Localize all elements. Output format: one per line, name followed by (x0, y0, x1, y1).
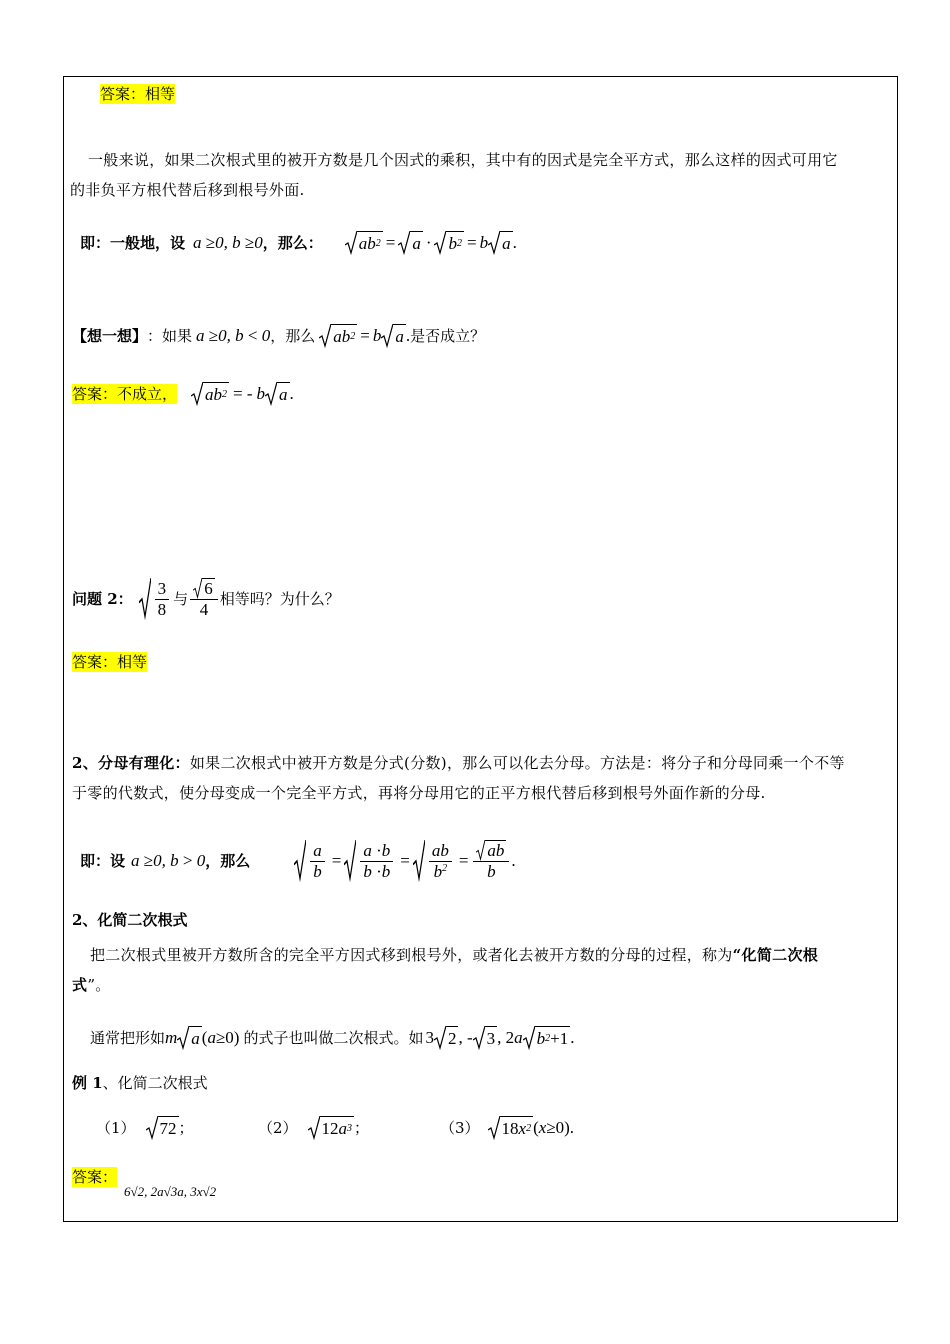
simplify-term-1: “化简二次根 (732, 946, 819, 964)
rule-2-condition: a ≥0, b > 0 (131, 851, 206, 870)
section-2-line-1: 如果二次根式中被开方数是分式(分数)，那么可以化去分母。方法是：将分子和分母同乘一个不等 (189, 754, 845, 772)
simplify-line-2b: ”。 (87, 976, 111, 994)
question-2-expr-2: $\frac{6}{4}$ (188, 578, 220, 621)
rule-1-condition: a ≥0, b ≥0 (193, 233, 263, 252)
problem-1-expr: 72 (146, 1116, 179, 1140)
heading-simplify: 2、化简二次根式 (72, 911, 188, 929)
think-question (72, 318, 485, 354)
think-text-1: ：如果 (147, 327, 193, 345)
think-text-3: 是否成立？ (410, 327, 486, 345)
rule-1-lead: 即：一般地，设 (80, 234, 186, 252)
question-2 (72, 572, 340, 626)
answer-4-value: 6√2, 2a√3a, 3x√2 (124, 1184, 217, 1199)
answer-3: 答案：相等 (72, 653, 148, 671)
usual-form-examples: 3 2 , - 3 , 2 a b 2 +1 . (425, 1028, 575, 1048)
answer-1: 答案：相等 (100, 85, 176, 103)
rule-2-then: ，那么 (205, 852, 251, 870)
simplify-line-1a: 把二次根式里被开方数所含的完全平方因式移到根号外，或者化去被开方数的分母的过程，称为 (90, 946, 733, 964)
question-2-end: 相等吗？为什么？ (219, 590, 340, 608)
section-2-label: 2、分母有理化： (72, 754, 190, 772)
problem-3-number: （3） (440, 1119, 480, 1137)
rule-2-formula: $\frac{a}{b}$ = $\frac{a \cdot b}{b \cdot b}$ = $\frac{ab}{b^2}$ = $\frac{ab}{b}$ . (294, 840, 515, 883)
think-formula: ab 2 = b a . (319, 324, 410, 348)
example-problem-2 (258, 1110, 369, 1146)
rule-1 (80, 226, 517, 260)
think-label: 【想一想】 (72, 327, 148, 345)
question-2-label: 问题 2： (72, 590, 133, 608)
problem-2-expr: 12 a 3 (308, 1116, 355, 1140)
paragraph-general-rule (70, 145, 892, 205)
answer-4-label: 答案： (72, 1168, 118, 1186)
usual-form-text-1: 通常把形如 (90, 1029, 166, 1047)
section-2-line-2: 于零的代数式，使分母变成一个完全平方式，再将分母用它的正平方根代替后移到根号外面作新的分母. (72, 784, 766, 802)
problem-1-sep: ； (178, 1119, 194, 1137)
problem-1-number: （1） (96, 1119, 136, 1137)
rule-2 (80, 834, 516, 888)
problem-2-sep: ； (354, 1119, 370, 1137)
example-problem-1 (96, 1110, 194, 1146)
problem-2-number: （2） (258, 1119, 298, 1137)
rule-1-formula: ab 2 = a · b 2 = b a . (345, 231, 517, 255)
rule-1-then: ，那么： (262, 234, 323, 252)
section-rationalize (72, 748, 894, 808)
think-text-2: ，那么 (270, 327, 316, 345)
rule-2-lead: 即：设 (80, 852, 126, 870)
paragraph-line-1: 一般来说，如果二次根式里的被开方数是几个因式的乘积，其中有的因式是完全平方式，那么这样的因式可用它 (88, 151, 838, 169)
think-condition: a ≥0, b < 0 (196, 326, 271, 345)
answer-2-label: 答案：不成立， (72, 385, 178, 403)
example-problem-3 (440, 1110, 574, 1146)
answer-2 (72, 376, 294, 412)
answer-2-formula: ab 2 = - b a . (191, 382, 294, 406)
example-1-text: 、化简二次根式 (102, 1074, 208, 1092)
usual-form (90, 1020, 575, 1056)
example-1-label: 例 1 (72, 1074, 103, 1092)
usual-form-expr: m a ( a ≥0) (165, 1028, 240, 1048)
paragraph-simplify (72, 940, 894, 1000)
usual-form-text-2: 的式子也叫做二次根式。如 (243, 1029, 424, 1047)
question-2-expr-1: $\frac{3}{8}$ (139, 578, 174, 620)
paragraph-line-2: 的非负平方根代替后移到根号外面. (70, 181, 305, 199)
simplify-term-2: 式 (72, 976, 88, 994)
example-1 (72, 1073, 208, 1093)
problem-3-expr: 18 x 2 ( x ≥0). (488, 1116, 575, 1140)
question-2-mid: 与 (173, 590, 189, 608)
